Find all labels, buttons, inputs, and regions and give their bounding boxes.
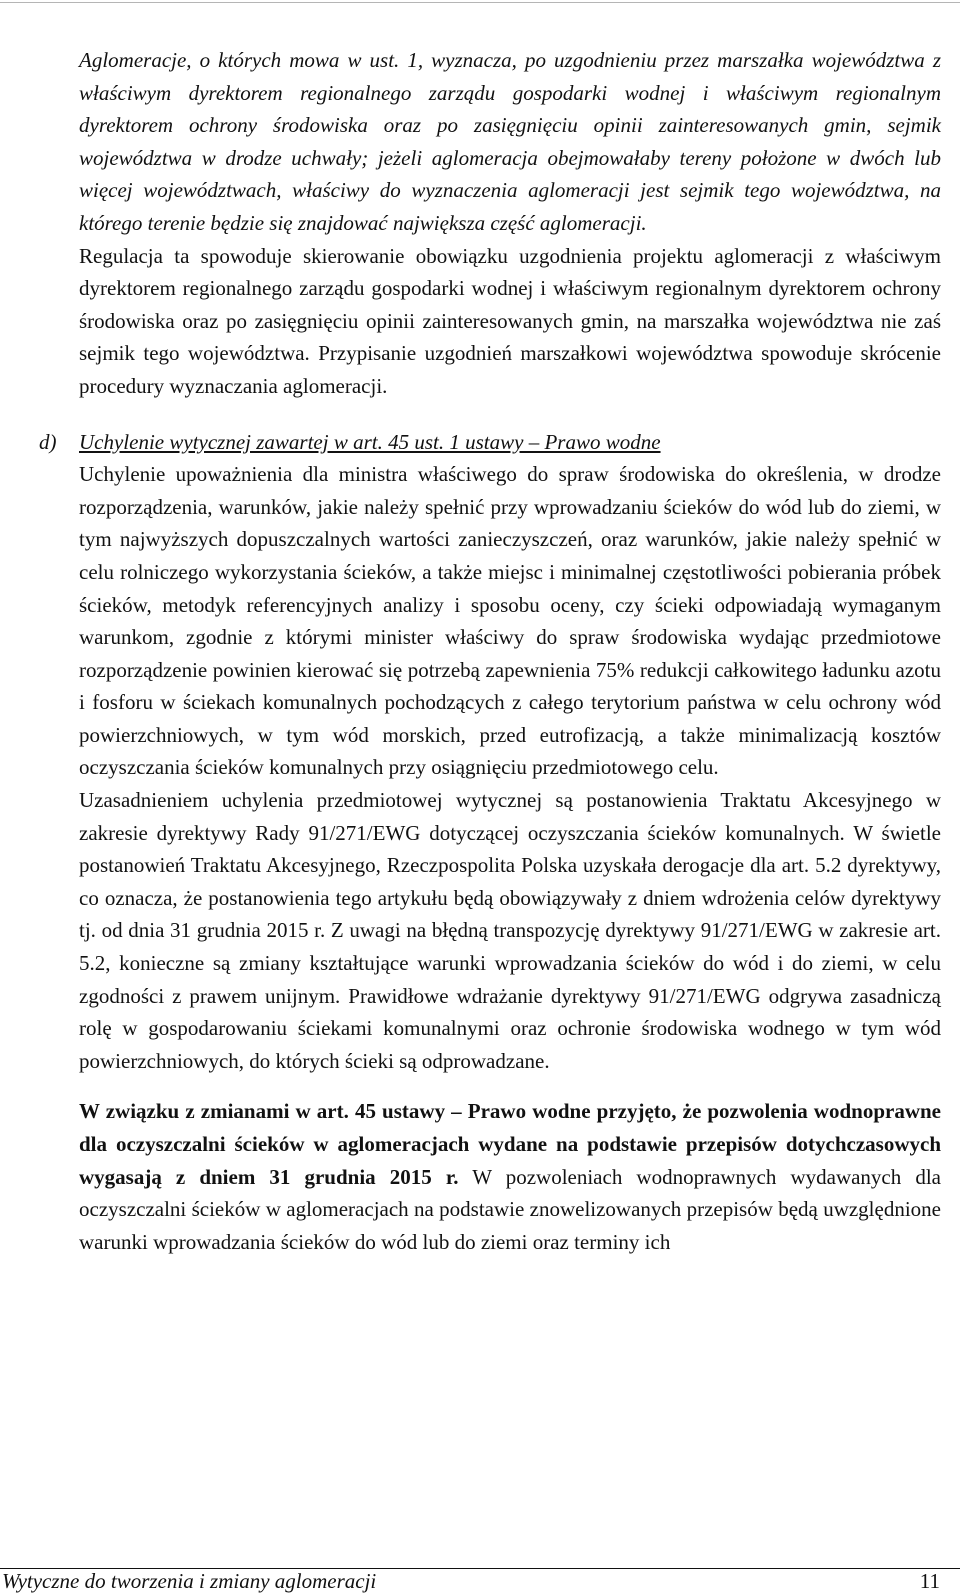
- bold-statement: W związku z zmianami w art. 45 ustawy – Prawo wodne przyjęto, że pozwolenia wodnoprawne dla oczyszczalni ścieków w aglomeracjach wydane na podstawie przepisów dotychczasowych wygasają z dniem 31 grudnia 2015 r.: [79, 1099, 941, 1189]
- section-d-heading: [39, 426, 941, 459]
- bold-statement-paragraph: [79, 1095, 941, 1258]
- top-divider: [0, 2, 960, 3]
- page-content: [39, 44, 941, 1258]
- footer-title: Wytyczne do tworzenia i zmiany aglomeracji: [2, 1569, 377, 1593]
- section-d-letter: d): [39, 429, 57, 454]
- justification-paragraph: Uzasadnieniem uchylenia przedmiotowej wytycznej są postanowienia Traktatu Akcesyjnego w zakresie dyrektywy Rady 91/271/EWG dotyczącej oczyszczania ścieków komunalnych. W świetle postanowień Traktatu Akcesyjnego, Rzeczpospolita Polska uzyskała derogacje dla art. 5.2 dyrektywy, co oznacza, że postanowienia tego artykułu będą obowiązywały z dniem wdrożenia celów dyrektywy tj. od dnia 31 grudnia 2015 r. Z uwagi na błędną transpozycję dyrektywy 91/271/EWG w zakresie art. 5.2, konieczne są zmiany kształtujące warunki wprowadzania ścieków do wód i do ziemi, w celu zgodności z prawem unijnym. Prawidłowe wdrażanie dyrektywy 91/271/EWG odgrywa zasadniczą rolę w gospodarowaniu ściekami komunalnymi oraz ochronie środowiska wodnego w tym wód powierzchniowych, do których ścieki są odprowadzane.: [79, 788, 941, 1073]
- regulation-paragraph: Regulacja ta spowoduje skierowanie obowiązku uzgodnienia projektu aglomeracji z właściwym dyrektorem regionalnego zarządu gospodarki wodnej i właściwym regionalnym dyrektorem ochrony środowiska oraz po zasięgnięciu opinii zainteresowanych gmin, na marszałka województwa nie zaś sejmik tego województwa. Przypisanie uzgodnień marszałkowi województwa spowoduje skrócenie procedury wyznaczania aglomeracji.: [79, 243, 941, 398]
- page-number: 11: [919, 1569, 940, 1593]
- page-footer: [0, 1570, 940, 1592]
- continuation-text: W pozwoleniach wodnoprawnych wydawanych dla oczyszczalni ścieków w aglomeracjach na podstawie znowelizowanych przepisów będą uwzględnione warunki wprowadzania ścieków do wód lub do ziemi oraz terminy ich: [79, 1164, 941, 1254]
- quoted-italic-paragraph: Aglomeracje, o których mowa w ust. 1, wyznacza, po uzgodnieniu przez marszałka województwa z właściwym dyrektorem regionalnego zarządu gospodarki wodnej i właściwym regionalnym dyrektorem ochrony środowiska oraz po zasięgnięciu opinii zainteresowanych gmin, sejmik województwa w drodze uchwały; jeżeli aglomeracja obejmowałaby tereny położone w dwóch lub więcej województwach, właściwy do wyznaczenia aglomeracji jest sejmik tego województwa, na którego terenie będzie się znajdować największa część aglomeracji.: [79, 48, 941, 235]
- repeal-paragraph: Uchylenie upoważnienia dla ministra właściwego do spraw środowiska do określenia, w drodze rozporządzenia, warunków, jakie należy spełnić przy wprowadzaniu ścieków do wód lub do ziemi, w tym najwyższych dopuszczalnych wartości zanieczyszczeń, oraz warunków, jakie należy spełnić w celu rolniczego wykorzystania ścieków, a także miejsc i minimalnej częstotliwości pobierania próbek ścieków, metodyk referencyjnych analizy i sposobu oceny, czy ścieki odpowiadają wymaganym warunkom, zgodnie z którymi minister właściwy do spraw środowiska wydając przedmiotowe rozporządzenie powinien kierować się potrzebą zapewnienia 75% redukcji całkowitego ładunku azotu i fosforu w ściekach komunalnych pochodzących z całego terytorium państwa w celu ochrony wód powierzchniowych, w tym wód morskich, przed eutrofizacją, a także minimalizacją kosztów oczyszczania ścieków komunalnych przy osiągnięciu przedmiotowego celu.: [79, 462, 941, 780]
- section-d-title: Uchylenie wytycznej zawartej w art. 45 ust. 1 ustawy – Prawo wodne: [79, 429, 661, 454]
